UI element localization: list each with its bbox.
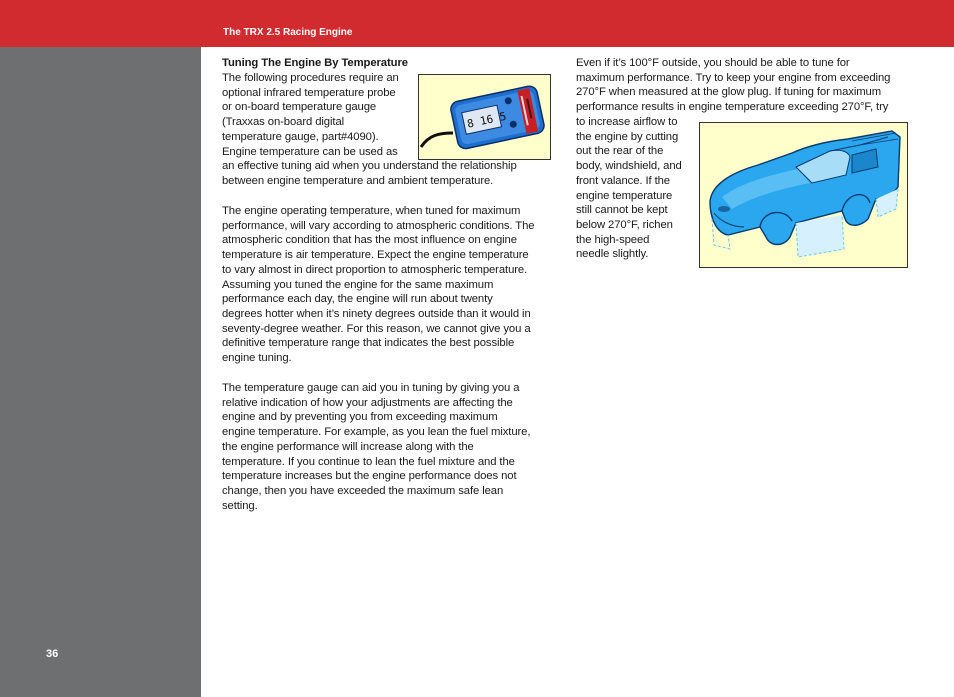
text-line: or on-board temperature gauge — [222, 101, 377, 114]
text-line: out the rear of the — [576, 145, 664, 158]
header-bar — [0, 0, 954, 47]
text-line: needle slightly. — [576, 248, 649, 261]
text-line: engine temperature — [576, 189, 673, 202]
text-line: relative indication of how your adjustments are affecting the — [222, 396, 513, 409]
text-line: Even if it’s 100°F outside, you should be able to tune for — [576, 57, 850, 69]
gauge-display-readout: 8 16 5 — [465, 109, 508, 131]
text-line: an effective tuning aid when you understand the relationship — [222, 160, 517, 173]
text-line: the high-speed — [576, 233, 650, 246]
text-line: setting. — [222, 499, 258, 512]
text-line: atmospheric condition that has the most influence on engine — [222, 234, 517, 247]
text-line: temperature is air temperature. Expect the engine temperature — [222, 249, 529, 262]
text-line: Engine temperature can be used as — [222, 145, 398, 158]
page-number: 36 — [46, 648, 59, 660]
text-line: temperature increases but the engine performance does not — [222, 470, 517, 483]
text-line: temperature gauge, part#4090). — [222, 130, 379, 143]
right-paragraph-wrapped — [576, 115, 682, 262]
text-line: degrees hotter when it’s ninety degrees outside than it would in — [222, 307, 531, 320]
text-line: optional infrared temperature probe — [222, 86, 396, 99]
section-heading: Tuning The Engine By Temperature — [222, 57, 408, 69]
text-line: Assuming you tuned the engine for the same maximum — [222, 278, 494, 291]
temperature-gauge-illustration — [419, 75, 550, 159]
text-line: to vary almost in direct proportion to atmospheric temperature. — [222, 263, 528, 276]
text-line: to increase airflow to — [576, 116, 678, 128]
text-line: change, then you have exceeded the maximum safe lean — [222, 484, 504, 497]
truck-body-illustration — [700, 123, 907, 267]
text-line: the engine by cutting — [576, 130, 679, 143]
text-line: front valance. If the — [576, 174, 670, 187]
text-line: maximum performance. Try to keep your engine from exceeding — [576, 71, 891, 84]
text-line: 270°F when measured at the glow plug. If tuning for maximum — [576, 86, 882, 99]
temperature-gauge-figure — [418, 74, 551, 160]
text-line: between engine temperature and ambient temperature. — [222, 174, 494, 187]
paragraph-gauge-usage — [222, 381, 530, 513]
text-line: The temperature gauge can aid you in tuning by giving you a — [222, 382, 520, 394]
text-line: The following procedures require an — [222, 72, 399, 84]
text-line: performance each day, the engine will run about twenty — [222, 293, 493, 306]
text-line: definitive temperature range that indicates the best possible — [222, 337, 515, 350]
text-line: below 270°F, richen — [576, 218, 673, 231]
text-line: the engine performance will increase along with the — [222, 440, 474, 453]
right-paragraph-top — [576, 56, 890, 115]
paragraph-operating-temperature — [222, 204, 534, 366]
text-line: engine and by preventing you from exceeding maximum — [222, 411, 498, 424]
truck-body-figure — [699, 122, 908, 268]
text-line: body, windshield, and — [576, 160, 682, 173]
text-line: (Traxxas on-board digital — [222, 116, 345, 129]
header-title: The TRX 2.5 Racing Engine — [223, 27, 353, 38]
text-line: The engine operating temperature, when tuned for maximum — [222, 205, 521, 217]
text-line: still cannot be kept — [576, 204, 668, 217]
text-line: performance results in engine temperature exceeding 270°F, try — [576, 101, 889, 114]
text-line: engine tuning. — [222, 352, 292, 365]
text-line: engine temperature. For example, as you lean the fuel mixture, — [222, 426, 531, 439]
text-line: seventy-degree weather. For this reason, we cannot give you a — [222, 322, 531, 335]
text-line: performance, will vary according to atmospheric conditions. The — [222, 219, 535, 232]
text-line: temperature. If you continue to lean the fuel mixture and the — [222, 455, 515, 468]
left-sidebar — [0, 47, 201, 697]
